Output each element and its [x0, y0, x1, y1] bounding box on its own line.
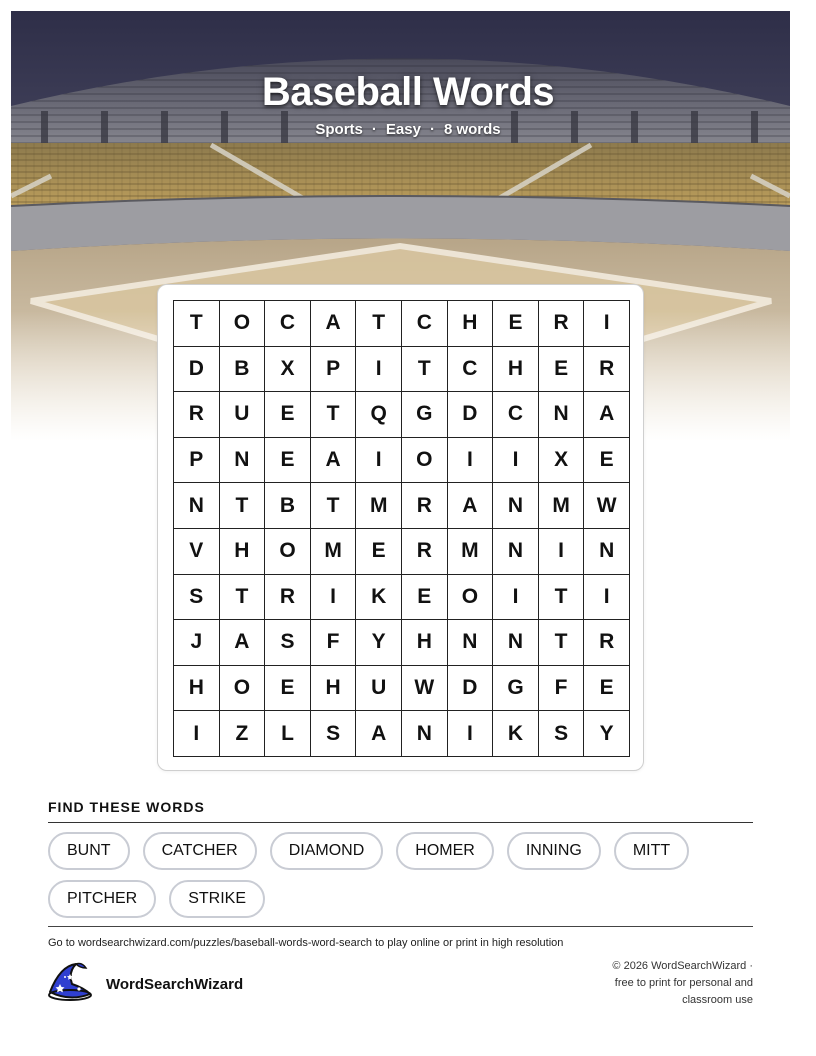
- grid-cell[interactable]: F: [539, 666, 585, 712]
- grid-cell[interactable]: T: [220, 575, 266, 621]
- grid-cell[interactable]: A: [311, 438, 357, 484]
- grid-cell[interactable]: T: [402, 347, 448, 393]
- grid-cell[interactable]: I: [356, 438, 402, 484]
- copyright-line: free to print for personal and: [614, 977, 753, 989]
- grid-cell[interactable]: N: [493, 483, 539, 529]
- copyright-line: classroom use: [682, 994, 753, 1006]
- grid-cell[interactable]: R: [584, 620, 630, 666]
- title-block: [0, 70, 816, 138]
- difficulty-label: Easy: [385, 121, 421, 138]
- grid-cell[interactable]: D: [174, 347, 220, 393]
- grid-cell[interactable]: S: [265, 620, 311, 666]
- grid-cell[interactable]: R: [265, 575, 311, 621]
- grid-cell[interactable]: E: [265, 392, 311, 438]
- grid-cell[interactable]: E: [265, 666, 311, 712]
- grid-cell[interactable]: K: [493, 711, 539, 757]
- grid-cell[interactable]: S: [539, 711, 585, 757]
- grid-cell[interactable]: K: [356, 575, 402, 621]
- grid-cell[interactable]: B: [265, 483, 311, 529]
- word-chip[interactable]: DIAMOND: [270, 832, 384, 870]
- grid-cell[interactable]: S: [311, 711, 357, 757]
- grid-cell[interactable]: F: [311, 620, 357, 666]
- grid-cell[interactable]: A: [448, 483, 494, 529]
- grid-cell[interactable]: J: [174, 620, 220, 666]
- grid-cell[interactable]: I: [311, 575, 357, 621]
- grid-cell[interactable]: U: [220, 392, 266, 438]
- grid-cell[interactable]: H: [220, 529, 266, 575]
- word-chip[interactable]: INNING: [507, 832, 601, 870]
- grid-cell[interactable]: H: [311, 666, 357, 712]
- grid-cell[interactable]: I: [448, 711, 494, 757]
- grid-cell[interactable]: A: [584, 392, 630, 438]
- word-chip[interactable]: BUNT: [48, 832, 130, 870]
- grid-cell[interactable]: C: [265, 301, 311, 347]
- grid-cell[interactable]: N: [493, 529, 539, 575]
- meta-separator: ·: [371, 121, 377, 138]
- word-bank: [48, 799, 753, 918]
- grid-cell[interactable]: E: [493, 301, 539, 347]
- grid-cell[interactable]: N: [174, 483, 220, 529]
- grid-cell[interactable]: A: [220, 620, 266, 666]
- grid-cell[interactable]: W: [402, 666, 448, 712]
- grid-cell[interactable]: N: [539, 392, 585, 438]
- grid-cell[interactable]: I: [539, 529, 585, 575]
- grid-cell[interactable]: I: [448, 438, 494, 484]
- grid-cell[interactable]: M: [356, 483, 402, 529]
- puzzle-card: [157, 284, 644, 771]
- brand-name: WordSearchWizard: [106, 976, 244, 993]
- word-bank-heading: FIND THESE WORDS: [48, 799, 753, 823]
- footer-divider: [48, 926, 753, 927]
- letter-grid[interactable]: [173, 300, 630, 757]
- grid-cell[interactable]: N: [448, 620, 494, 666]
- grid-cell[interactable]: E: [539, 347, 585, 393]
- word-chip[interactable]: HOMER: [396, 832, 494, 870]
- grid-cell[interactable]: Y: [584, 711, 630, 757]
- word-chip[interactable]: PITCHER: [48, 880, 156, 918]
- grid-cell[interactable]: O: [265, 529, 311, 575]
- page-title: Baseball Words: [261, 70, 555, 114]
- grid-cell[interactable]: V: [174, 529, 220, 575]
- grid-cell[interactable]: X: [539, 438, 585, 484]
- grid-cell[interactable]: T: [539, 575, 585, 621]
- copyright-line: © 2026 WordSearchWizard ·: [612, 960, 753, 972]
- grid-cell[interactable]: U: [356, 666, 402, 712]
- grid-cell[interactable]: A: [356, 711, 402, 757]
- grid-cell[interactable]: I: [493, 575, 539, 621]
- grid-cell[interactable]: T: [311, 392, 357, 438]
- grid-cell[interactable]: Y: [356, 620, 402, 666]
- grid-cell[interactable]: G: [493, 666, 539, 712]
- grid-cell[interactable]: C: [493, 392, 539, 438]
- grid-cell[interactable]: N: [584, 529, 630, 575]
- grid-cell[interactable]: M: [539, 483, 585, 529]
- grid-cell[interactable]: L: [265, 711, 311, 757]
- grid-cell[interactable]: Q: [356, 392, 402, 438]
- grid-cell[interactable]: H: [174, 666, 220, 712]
- grid-cell[interactable]: I: [584, 301, 630, 347]
- grid-cell[interactable]: X: [265, 347, 311, 393]
- puzzle-meta: [0, 121, 816, 138]
- brand[interactable]: [46, 962, 243, 1007]
- grid-cell[interactable]: R: [174, 392, 220, 438]
- copyright-notice: [583, 958, 753, 1009]
- grid-cell[interactable]: O: [220, 666, 266, 712]
- grid-cell[interactable]: N: [493, 620, 539, 666]
- grid-cell[interactable]: T: [356, 301, 402, 347]
- grid-cell[interactable]: I: [174, 711, 220, 757]
- grid-cell[interactable]: T: [220, 483, 266, 529]
- footer-url-text: Go to wordsearchwizard.com/puzzles/baseball-words-word-search to play online or print in high resolution: [48, 937, 564, 949]
- grid-cell[interactable]: N: [220, 438, 266, 484]
- grid-cell[interactable]: O: [402, 438, 448, 484]
- grid-cell[interactable]: M: [311, 529, 357, 575]
- grid-cell[interactable]: T: [311, 483, 357, 529]
- word-chip[interactable]: STRIKE: [169, 880, 265, 918]
- grid-cell[interactable]: D: [448, 392, 494, 438]
- grid-cell[interactable]: R: [402, 529, 448, 575]
- word-chip[interactable]: MITT: [614, 832, 689, 870]
- grid-cell[interactable]: C: [402, 301, 448, 347]
- grid-cell[interactable]: H: [402, 620, 448, 666]
- grid-cell[interactable]: H: [448, 301, 494, 347]
- word-list: [48, 832, 753, 918]
- grid-cell[interactable]: C: [448, 347, 494, 393]
- grid-cell[interactable]: T: [174, 301, 220, 347]
- grid-cell[interactable]: I: [584, 575, 630, 621]
- word-chip[interactable]: CATCHER: [143, 832, 257, 870]
- grid-cell[interactable]: D: [448, 666, 494, 712]
- word-count-label: 8 words: [443, 121, 501, 138]
- grid-cell[interactable]: E: [356, 529, 402, 575]
- grid-cell[interactable]: P: [174, 438, 220, 484]
- grid-cell[interactable]: E: [584, 666, 630, 712]
- grid-cell[interactable]: P: [311, 347, 357, 393]
- grid-cell[interactable]: T: [539, 620, 585, 666]
- grid-cell[interactable]: R: [402, 483, 448, 529]
- grid-cell[interactable]: G: [402, 392, 448, 438]
- grid-cell[interactable]: I: [356, 347, 402, 393]
- grid-cell[interactable]: A: [311, 301, 357, 347]
- grid-cell[interactable]: E: [265, 438, 311, 484]
- grid-cell[interactable]: I: [493, 438, 539, 484]
- category-label: Sports: [315, 121, 363, 138]
- grid-cell[interactable]: Z: [220, 711, 266, 757]
- grid-cell[interactable]: R: [584, 347, 630, 393]
- grid-cell[interactable]: E: [402, 575, 448, 621]
- meta-separator: ·: [429, 121, 435, 138]
- grid-cell[interactable]: S: [174, 575, 220, 621]
- grid-cell[interactable]: M: [448, 529, 494, 575]
- grid-cell[interactable]: N: [402, 711, 448, 757]
- grid-cell[interactable]: O: [220, 301, 266, 347]
- grid-cell[interactable]: H: [493, 347, 539, 393]
- grid-cell[interactable]: R: [539, 301, 585, 347]
- grid-cell[interactable]: E: [584, 438, 630, 484]
- grid-cell[interactable]: W: [584, 483, 630, 529]
- grid-cell[interactable]: O: [448, 575, 494, 621]
- grid-cell[interactable]: B: [220, 347, 266, 393]
- wizard-hat-icon: [46, 962, 94, 1007]
